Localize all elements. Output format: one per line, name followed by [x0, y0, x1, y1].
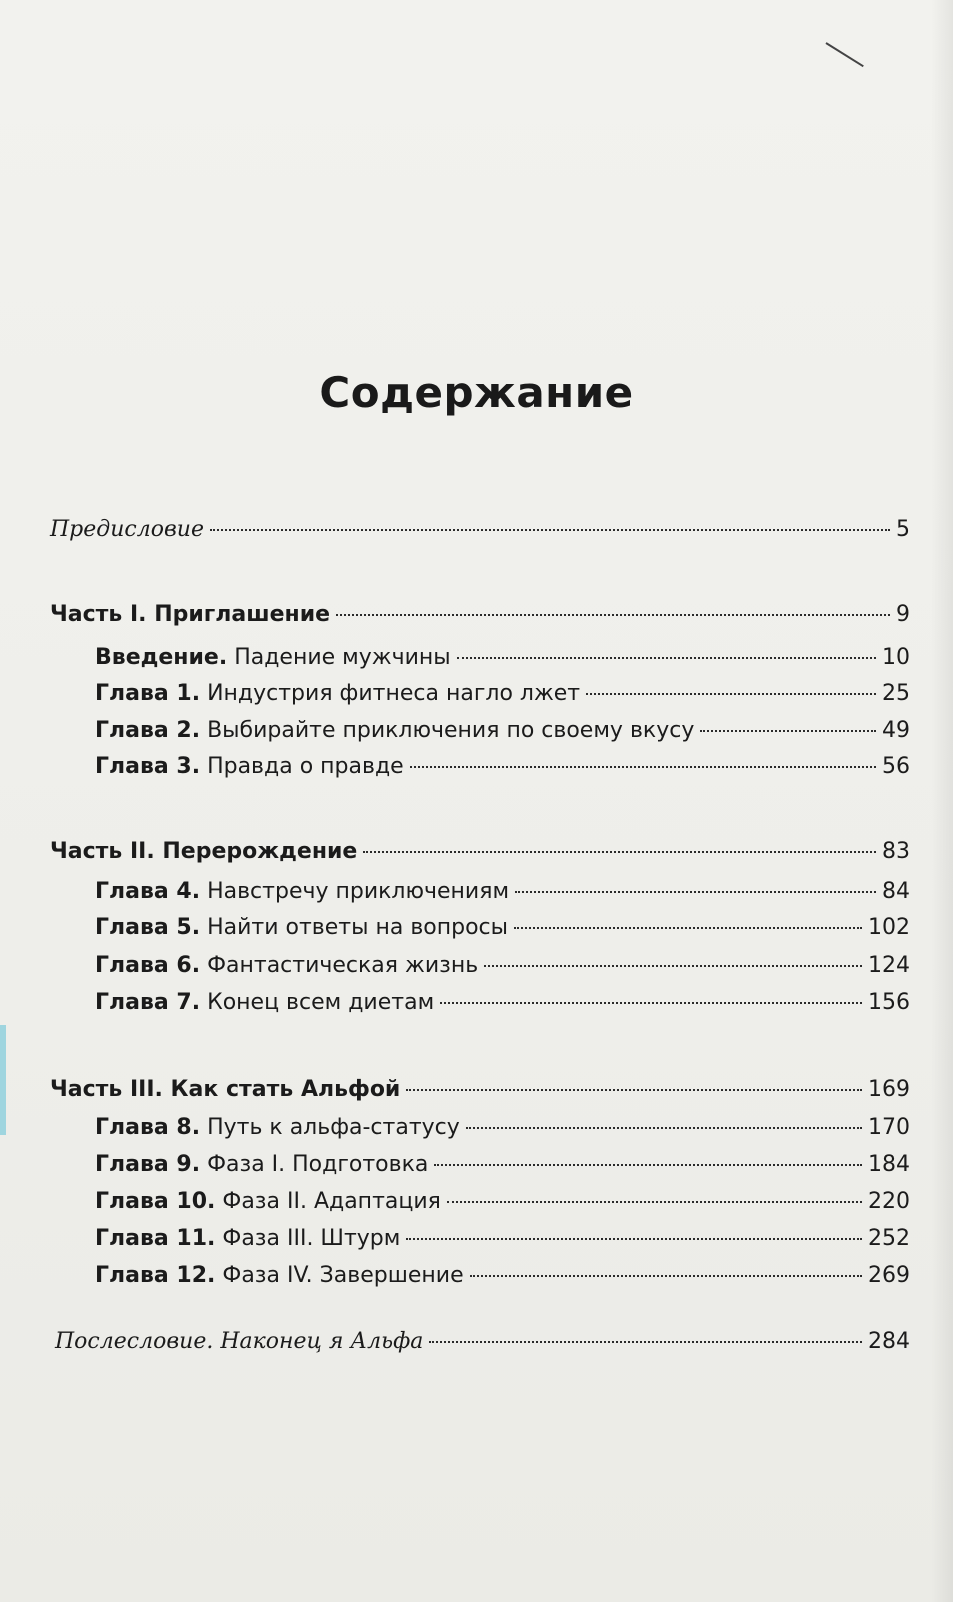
- toc-leader-dots: [586, 693, 876, 695]
- toc-part-1[interactable]: [50, 600, 910, 630]
- toc-leader-dots: [363, 851, 876, 853]
- toc-entry-number: Глава 12.: [95, 1263, 216, 1288]
- toc-entry-chapter-8[interactable]: [95, 1113, 910, 1143]
- toc-entry-number: Глава 6.: [95, 953, 201, 978]
- page-title: Содержание: [319, 368, 634, 417]
- toc-entry-chapter-6[interactable]: [95, 951, 910, 981]
- toc-leader-dots: [406, 1089, 862, 1091]
- toc-page-number: 9: [896, 602, 910, 627]
- toc-entry-label: [95, 679, 580, 709]
- toc-part-3[interactable]: [50, 1075, 910, 1105]
- toc-page-number: 252: [868, 1226, 910, 1251]
- toc-entry-chapter-3[interactable]: [95, 752, 910, 782]
- toc-entry-label: Предисловие: [50, 517, 204, 542]
- toc-entry-number: Глава 2.: [95, 718, 201, 743]
- toc-entry-title: Конец всем диетам: [200, 990, 435, 1015]
- toc-entry-label: [95, 643, 451, 673]
- toc-leader-dots: [336, 614, 890, 616]
- toc-page-number: 170: [868, 1115, 910, 1140]
- toc-entry-title: Фаза II. Адаптация: [215, 1189, 441, 1214]
- toc-entry-number: Глава 4.: [95, 879, 201, 904]
- toc-entry-label: [95, 1261, 464, 1291]
- toc-page-number: 25: [882, 681, 910, 706]
- toc-page-number: 169: [868, 1077, 910, 1102]
- toc-entry-label: [95, 1187, 441, 1217]
- toc-entry-introduction[interactable]: [95, 643, 910, 673]
- toc-entry-afterword[interactable]: [55, 1327, 910, 1357]
- toc-leader-dots: [440, 1002, 862, 1004]
- toc-entry-title: Фаза I. Подготовка: [200, 1152, 429, 1177]
- toc-entry-chapter-10[interactable]: [95, 1187, 910, 1217]
- toc-leader-dots: [466, 1127, 862, 1129]
- toc-entry-number: Глава 5.: [95, 915, 201, 940]
- toc-entry-label: [95, 988, 434, 1018]
- toc-entry-chapter-4[interactable]: [95, 877, 910, 907]
- toc-entry-number: Глава 8.: [95, 1115, 201, 1140]
- toc-page-number: 10: [882, 645, 910, 670]
- toc-entry-title: Фаза IV. Завершение: [215, 1263, 464, 1288]
- toc-page-number: 156: [868, 990, 910, 1015]
- toc-entry-number: Глава 9.: [95, 1152, 201, 1177]
- toc-entry-number: Глава 7.: [95, 990, 201, 1015]
- toc-part-label: Часть I. Приглашение: [50, 602, 331, 627]
- toc-entry-title: Фаза III. Штурм: [215, 1226, 401, 1251]
- toc-entry-title: Навстречу приключениям: [200, 879, 510, 904]
- toc-leader-dots: [470, 1275, 862, 1277]
- toc-entry-title: Правда о правде: [200, 754, 404, 779]
- toc-entry-chapter-5[interactable]: [95, 913, 910, 943]
- toc-page-number: 220: [868, 1189, 910, 1214]
- toc-entry-title: Путь к альфа-статусу: [200, 1115, 460, 1140]
- toc-entry-title: Индустрия фитнеса нагло лжет: [200, 681, 581, 706]
- toc-leader-dots: [406, 1238, 862, 1240]
- toc-page-number: 56: [882, 754, 910, 779]
- toc-entry-label: [95, 752, 404, 782]
- toc-entry-title: Найти ответы на вопросы: [200, 915, 509, 940]
- toc-page-number: 5: [896, 517, 910, 542]
- toc-leader-dots: [457, 657, 876, 659]
- toc-leader-dots: [514, 927, 862, 929]
- toc-entry-number: Глава 11.: [95, 1226, 216, 1251]
- toc-leader-dots: [515, 891, 876, 893]
- toc-page-number: 84: [882, 879, 910, 904]
- toc-leader-dots: [434, 1164, 862, 1166]
- toc-entry-label: [95, 1113, 460, 1143]
- toc-entry-title: Фантастическая жизнь: [200, 953, 479, 978]
- toc-leader-dots: [447, 1201, 862, 1203]
- toc-page-number: 49: [882, 718, 910, 743]
- toc-entry-chapter-2[interactable]: [95, 716, 910, 746]
- toc-entry-title: Падение мужчины: [227, 645, 451, 670]
- toc-page-number: 102: [868, 915, 910, 940]
- toc-entry-number: Глава 1.: [95, 681, 201, 706]
- toc-leader-dots: [410, 766, 876, 768]
- toc-leader-dots: [429, 1341, 862, 1343]
- toc-entry-label: [95, 716, 694, 746]
- toc-part-label: Часть II. Перерождение: [50, 839, 358, 864]
- toc-entry-number: Глава 10.: [95, 1189, 216, 1214]
- toc-entry-label: [95, 1224, 400, 1254]
- toc-entry-chapter-1[interactable]: [95, 679, 910, 709]
- toc-page-number: 284: [868, 1329, 910, 1354]
- toc-entry-title: Выбирайте приключения по своему вкусу: [200, 718, 695, 743]
- toc-entry-chapter-7[interactable]: [95, 988, 910, 1018]
- toc-entry-label: [95, 1150, 428, 1180]
- toc-entry-label: Послесловие. Наконец я Альфа: [55, 1329, 424, 1354]
- toc-part-label: Часть III. Как стать Альфой: [50, 1077, 401, 1102]
- toc-entry-number: Глава 3.: [95, 754, 201, 779]
- toc-page-number: 124: [868, 953, 910, 978]
- toc-part-2[interactable]: [50, 837, 910, 867]
- toc-page-number: 83: [882, 839, 910, 864]
- toc-leader-dots: [700, 730, 876, 732]
- toc-page-number: 184: [868, 1152, 910, 1177]
- toc-entry-foreword[interactable]: [50, 515, 910, 545]
- toc-leader-dots: [210, 529, 890, 531]
- toc-entry-chapter-9[interactable]: [95, 1150, 910, 1180]
- toc-entry-chapter-11[interactable]: [95, 1224, 910, 1254]
- toc-entry-label: [95, 951, 478, 981]
- toc-entry-chapter-12[interactable]: [95, 1261, 910, 1291]
- toc-page-number: 269: [868, 1263, 910, 1288]
- toc-leader-dots: [484, 965, 862, 967]
- toc-entry-label: [95, 877, 509, 907]
- toc-entry-number: Введение.: [95, 645, 228, 670]
- toc-entry-label: [95, 913, 508, 943]
